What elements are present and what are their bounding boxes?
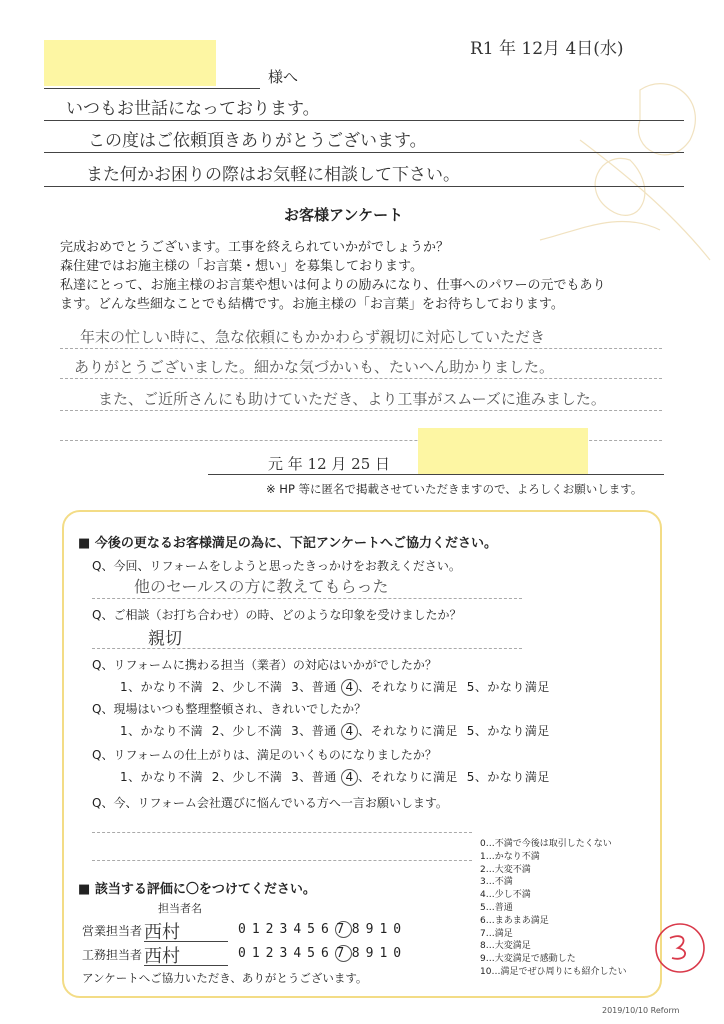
role-label: 営業担当者 [82, 924, 143, 938]
score-circle: 7 [336, 922, 351, 937]
question-1: Q、今回、リフォームをしようと思ったきっかけをお教えください。 [92, 559, 461, 573]
question-2: Q、ご相談（お打ち合わせ）の時、どのような印象を受けましたか？ [92, 608, 462, 622]
rating-row-construction [82, 942, 482, 966]
selected-circle: 4 [341, 679, 358, 696]
legend-item: 4…少し不満 [480, 890, 531, 901]
answer-1: 他のセールスの方に教えてもらった [134, 577, 389, 596]
score-scale: 0123456 7 8910 [238, 946, 408, 961]
legend-item: 0…不満で今後は取引したくない [480, 839, 612, 849]
score-scale: 0123456 7 8910 [238, 922, 408, 937]
legend-item: 5…普通 [480, 902, 513, 913]
legend-item: 3…不満 [480, 877, 513, 888]
legend-item: 9…大変満足で感動した [480, 954, 576, 965]
letter-date: R1 年 12月 4日(水) [470, 39, 624, 59]
legend-item: 8…大変満足 [480, 941, 531, 952]
question-6: Q、今、リフォーム会社選びに悩んでいる方へ一言お願いします。 [92, 796, 448, 810]
staff-header: 担当者名 [158, 902, 202, 915]
rating-heading: ■ 該当する評価に〇をつけてください。 [78, 882, 316, 897]
options-q5: 1、かなり不満 2、少し不満 3、普通 4 、それなりに満足 5、かなり満足 [120, 770, 550, 784]
answer-2: 親切 [148, 629, 182, 649]
selected-circle: 4 [341, 769, 358, 786]
legend-item: 6…まあまあ満足 [480, 915, 549, 926]
redacted-name [44, 40, 216, 86]
square-bullet-icon: ■ [78, 882, 91, 897]
question-3: Q、リフォームに携わる担当（業者）の対応はいかがでしたか？ [92, 658, 437, 672]
signed-date: 元 年 12 月 25 日 [268, 455, 391, 473]
survey-intro-4: ます。どんな些細なことでも結構です。お施主様の「お言葉」をお待ちしております。 [60, 297, 564, 312]
staff-name: 西村 [144, 946, 180, 967]
survey-intro-1: 完成おめでとうございます。工事を終えられていかがでしょうか？ [60, 240, 449, 255]
rating-legend [480, 838, 656, 979]
options-q4: 1、かなり不満 2、少し不満 3、普通 4 、それなりに満足 5、かなり満足 [120, 724, 550, 738]
legend-item: 10…満足でぜひ周りにも紹介したい [480, 966, 627, 977]
rating-row-sales [82, 918, 482, 942]
survey-intro-3: 私達にとって、お施主様のお言葉や想いは何よりの励みになり、仕事へのパワーの元でもあり [60, 278, 606, 293]
questionnaire-heading: ■ 今後の更なるお客様満足の為に、下記アンケートへご協力ください。 [78, 536, 498, 551]
survey-intro-2: 森住建ではお施主様の「お言葉・想い」を募集しております。 [60, 259, 423, 274]
role-label: 工務担当者 [82, 948, 143, 962]
staff-name: 西村 [144, 922, 180, 943]
legend-item: 1…かなり不満 [480, 851, 540, 862]
question-4: Q、現場はいつも整理整頓され、きれいでしたか？ [92, 702, 367, 716]
comment-line-3: また、ご近所さんにも助けていただき、より工事がスムーズに進みました。 [98, 390, 606, 408]
comment-line-2: ありがとうございました。細かな気づかいも、たいへん助かりました。 [74, 358, 555, 376]
comment-line-1: 年末の忙しい時に、急な依頼にもかかわらず親切に対応していただき [80, 328, 546, 346]
legend-item: 2…大変不満 [480, 864, 531, 875]
options-q3: 1、かなり不満 2、少し不満 3、普通 4 、それなりに満足 5、かなり満足 [120, 680, 550, 694]
score-circle: 7 [336, 946, 351, 961]
closing-message: アンケートへご協力いただき、ありがとうございます。 [82, 971, 368, 985]
form-version: 2019/10/10 Reform [602, 1006, 680, 1015]
recipient-line [44, 88, 260, 89]
redacted-signature [418, 428, 588, 474]
privacy-note: ※ HP 等に匿名で掲載させていただきますので、よろしくお願いします。 [266, 482, 643, 496]
recipient-suffix: 様へ [268, 68, 299, 86]
message-line-2: この度はご依頼頂きありがとうございます。 [88, 131, 427, 151]
question-5: Q、リフォームの仕上がりは、満足のいくものになりましたか？ [92, 748, 437, 762]
message-line-1: いつもお世話になっております。 [66, 99, 320, 119]
legend-item: 7…満足 [480, 928, 513, 939]
flower-decoration [520, 60, 720, 280]
survey-title: お客様アンケート [284, 206, 404, 224]
selected-circle: 4 [341, 723, 358, 740]
message-line-3: また何かお困りの際はお気軽に相談して下さい。 [86, 165, 460, 185]
square-bullet-icon: ■ [78, 536, 91, 551]
stamp-mark [650, 918, 710, 978]
